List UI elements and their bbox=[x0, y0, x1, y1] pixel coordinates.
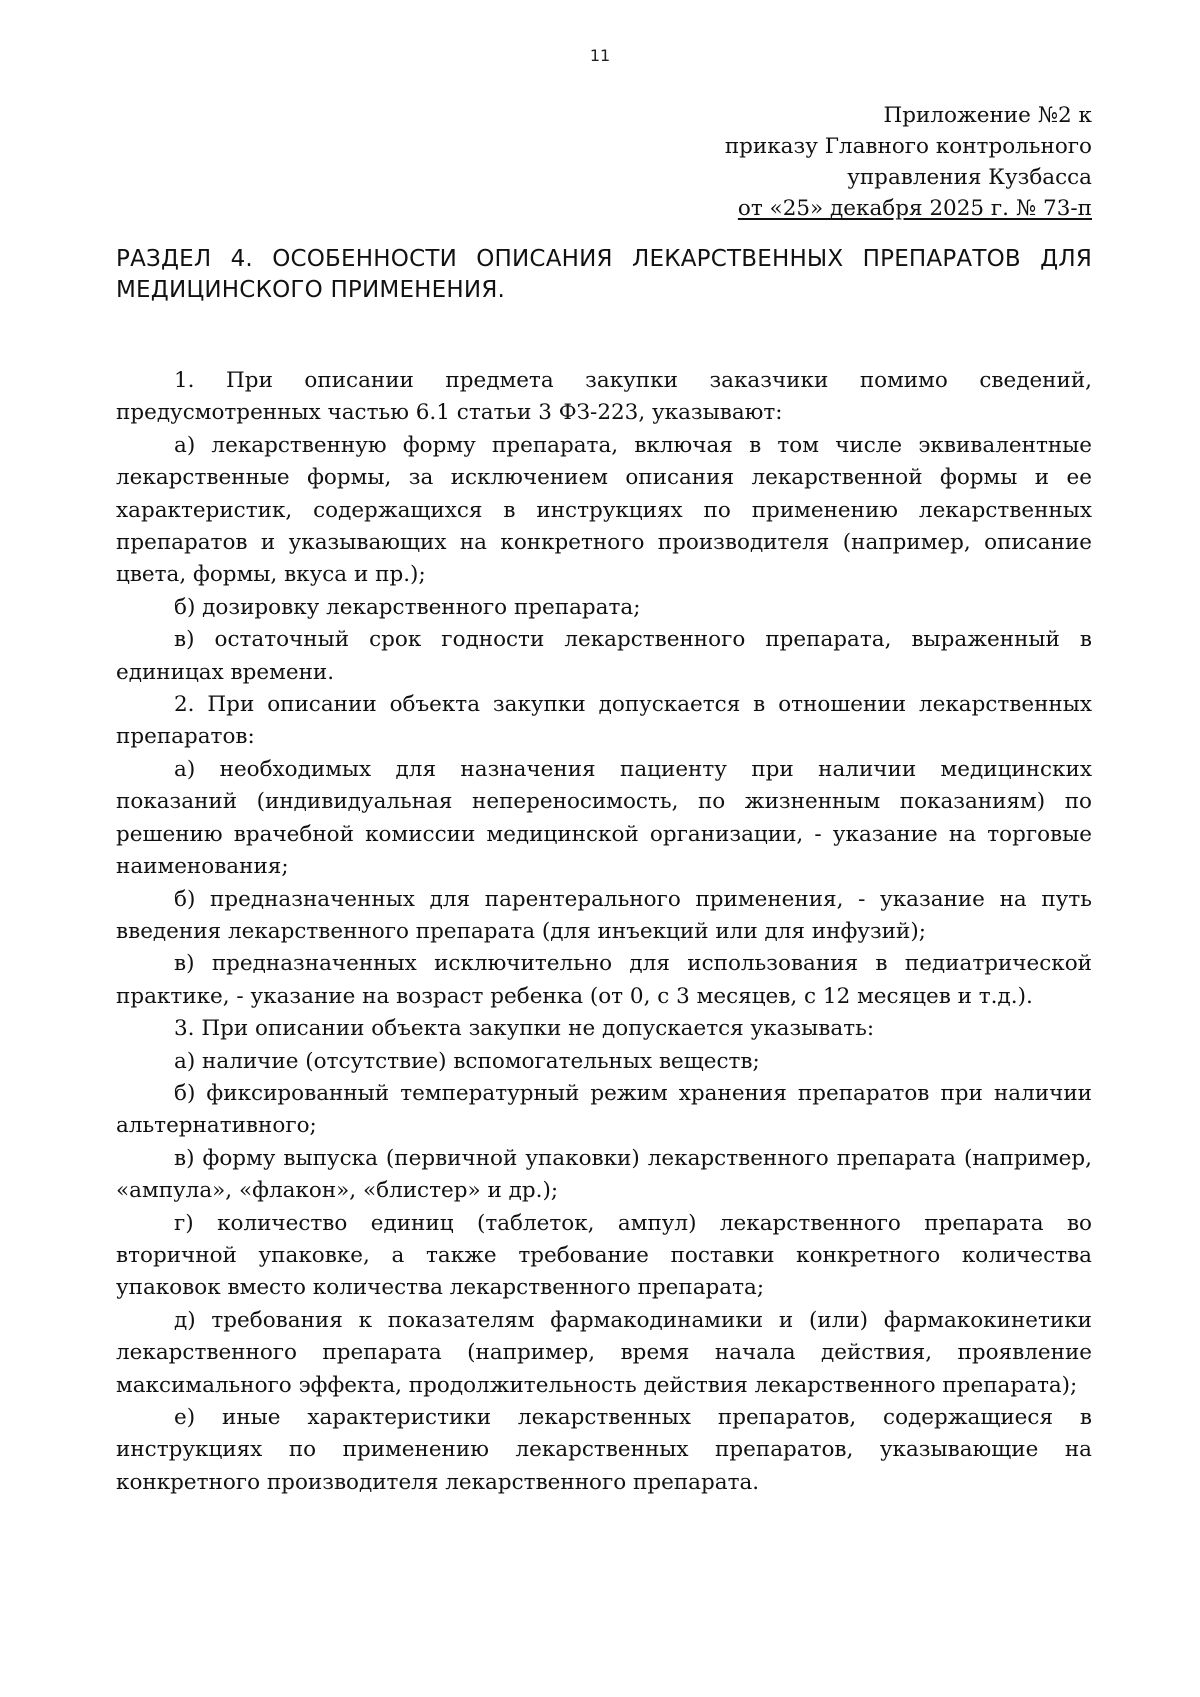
appendix-order-date: от «25» декабря 2025 г. № 73-п bbox=[737, 196, 1092, 221]
document-body bbox=[116, 365, 1092, 1499]
appendix-line: управления Кузбасса bbox=[847, 165, 1092, 190]
paragraph: а) лекарственную форму препарата, включая в том числе эквивалентные лекарственные формы, за исключением описания лекарственной формы и ее характеристик, содержащихся в инструкциях по применению лекарственных препаратов и указывающих на конкретного производителя (например, описание цвета, формы, вкуса и пр.); bbox=[116, 432, 1092, 588]
appendix-line: приказу Главного контрольного bbox=[724, 134, 1092, 159]
paragraph: 3. При описании объекта закупки не допускается указывать: bbox=[174, 1016, 875, 1042]
paragraph: 1. При описании предмета закупки заказчики помимо сведений, предусмотренных частью 6.1 статьи 3 ФЗ-223, указывают: bbox=[116, 368, 1092, 426]
paragraph: в) форму выпуска (первичной упаковки) лекарственного препарата (например, «ампула», «флакон», «блистер» и др.); bbox=[116, 1145, 1092, 1204]
page-number: 11 bbox=[589, 46, 611, 65]
paragraph: 2. При описании объекта закупки допускается в отношении лекарственных препаратов: bbox=[116, 692, 1092, 750]
paragraph: б) дозировку лекарственного препарата; bbox=[174, 594, 641, 620]
paragraph: в) предназначенных исключительно для использования в педиатрической практике, - указание на возраст ребенка (от 0, с 3 месяцев, с 12 месяцев и т.д.). bbox=[116, 951, 1092, 1009]
paragraph: а) наличие (отсутствие) вспомогательных веществ; bbox=[174, 1048, 760, 1074]
paragraph: в) остаточный срок годности лекарственного препарата, выраженный в единицах времени. bbox=[116, 627, 1092, 685]
paragraph: б) предназначенных для парентерального применения, - указание на путь введения лекарственного препарата (для инъекций или для инфузий); bbox=[116, 886, 1092, 944]
appendix-line: Приложение №2 к bbox=[883, 103, 1092, 128]
paragraph: д) требования к показателям фармакодинамики и (или) фармакокинетики лекарственного препарата (например, время начала действия, проявление максимального эффекта, продолжительность действия лекарственного препарата); bbox=[116, 1307, 1092, 1398]
section-heading: РАЗДЕЛ 4. ОСОБЕННОСТИ ОПИСАНИЯ ЛЕКАРСТВЕННЫХ ПРЕПАРАТОВ ДЛЯ МЕДИЦИНСКОГО ПРИМЕНЕНИЯ. bbox=[116, 246, 1092, 303]
appendix-block bbox=[725, 100, 1092, 224]
paragraph: б) фиксированный температурный режим хранения препаратов при наличии альтернативного; bbox=[116, 1080, 1092, 1139]
paragraph: а) необходимых для назначения пациенту при наличии медицинских показаний (индивидуальная непереносимость, по жизненным показаниям) по решению врачебной комиссии медицинской организации, - указание на торговые наименования; bbox=[116, 756, 1092, 880]
paragraph: г) количество единиц (таблеток, ампул) лекарственного препарата во вторичной упаковке, а также требование поставки конкретного количества упаковок вместо количества лекарственного препарата; bbox=[116, 1210, 1092, 1301]
paragraph: е) иные характеристики лекарственных препаратов, содержащиеся в инструкциях по применению лекарственных препаратов, указывающие на конкретного производителя лекарственного препарата. bbox=[116, 1405, 1092, 1495]
